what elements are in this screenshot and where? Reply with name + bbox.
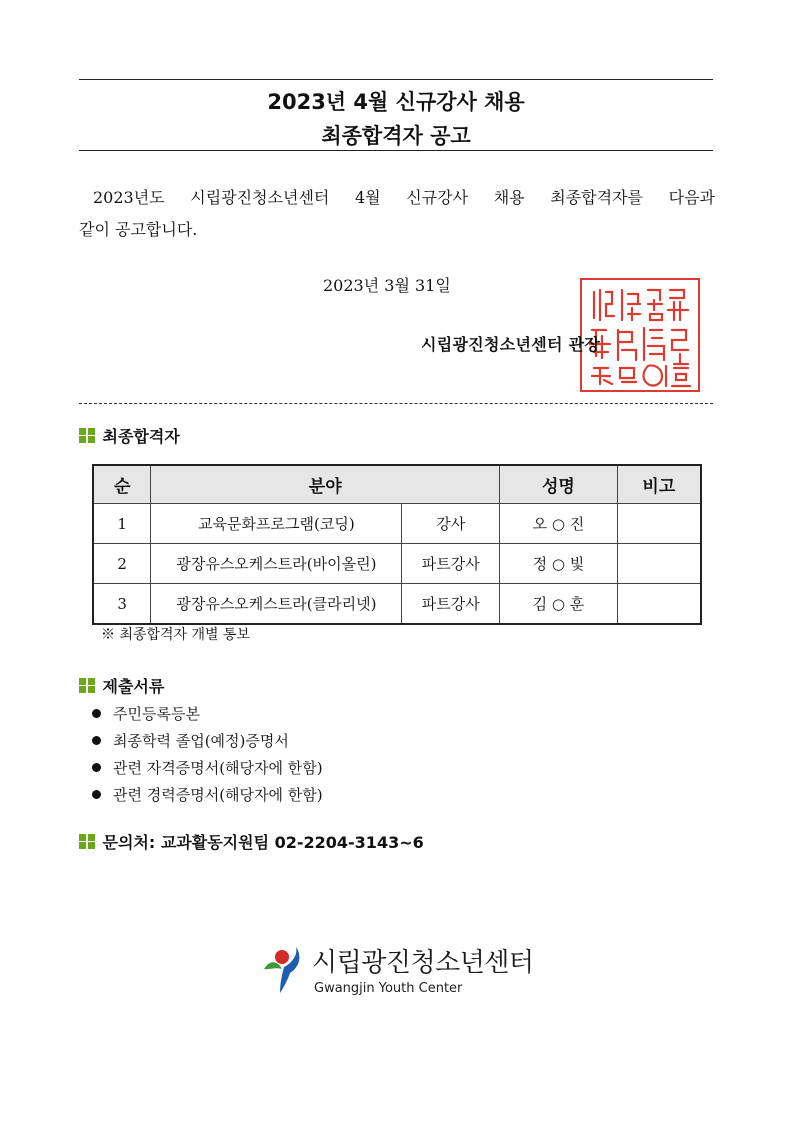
cell-note <box>617 504 701 544</box>
intro-line1: 2023년도 시립광진청소년센터 4월 신규강사 채용 최종합격자를 다음과 <box>93 188 715 207</box>
cell-name: 정 ○ 빛 <box>500 544 618 584</box>
header-no: 순 <box>93 465 151 504</box>
green-squares-icon <box>79 678 95 694</box>
table-header-row <box>93 465 701 504</box>
center-logo-name: 시립광진청소년센터 <box>312 948 534 978</box>
title-bottom-rule <box>79 150 713 151</box>
center-logo-subtitle: Gwangjin Youth Center <box>314 981 463 996</box>
green-squares-icon <box>79 834 95 850</box>
section-heading-results-label: 최종합격자 <box>102 427 180 446</box>
list-item-text: 주민등록등본 <box>113 705 200 723</box>
section-heading-docs-label: 제출서류 <box>102 677 165 696</box>
section-heading-results <box>79 424 180 447</box>
list-item-text: 관련 자격증명서(해당자에 한함) <box>113 759 323 777</box>
list-item <box>92 781 323 808</box>
cell-program: 광장유스오케스트라(바이올린) <box>151 544 402 584</box>
documents-list <box>92 700 323 808</box>
bullet-icon <box>92 790 101 799</box>
cell-role: 파트강사 <box>402 544 500 584</box>
list-item <box>92 754 323 781</box>
cell-role: 파트강사 <box>402 584 500 625</box>
table-row <box>93 584 701 625</box>
contact-text: 문의처: 교과활동지원팀 02-2204-3143~6 <box>102 833 424 852</box>
list-item <box>92 700 323 727</box>
header-name: 성명 <box>500 465 618 504</box>
section-heading-contact <box>79 830 424 853</box>
center-logo <box>260 942 534 996</box>
cell-program: 광장유스오케스트라(클라리넷) <box>151 584 402 625</box>
page-title-line1: 2023년 4월 신규강사 채용 <box>267 90 525 114</box>
header-note: 비고 <box>617 465 701 504</box>
cell-no: 1 <box>93 504 151 544</box>
list-item-text: 최종학력 졸업(예정)증명서 <box>113 732 289 750</box>
green-squares-icon <box>79 428 95 444</box>
page-title-line2: 최종합격자 공고 <box>321 124 471 148</box>
cell-name: 오 ○ 진 <box>500 504 618 544</box>
cell-no: 3 <box>93 584 151 625</box>
cell-role: 강사 <box>402 504 500 544</box>
bullet-icon <box>92 709 101 718</box>
cell-program: 교육문화프로그램(코딩) <box>151 504 402 544</box>
header-field: 분야 <box>151 465 500 504</box>
intro-line2: 같이 공고합니다. <box>79 220 198 239</box>
bullet-icon <box>92 763 101 772</box>
section-divider <box>79 403 713 404</box>
cell-note <box>617 584 701 625</box>
results-table <box>92 464 702 625</box>
title-top-rule <box>79 79 713 80</box>
list-item <box>92 727 323 754</box>
section-heading-docs <box>79 674 164 697</box>
bullet-icon <box>92 736 101 745</box>
table-row <box>93 544 701 584</box>
cell-note <box>617 544 701 584</box>
results-footnote: ※ 최종합격자 개별 통보 <box>101 627 251 643</box>
signer: 시립광진청소년센터 관장 <box>421 335 601 354</box>
cell-name: 김 ○ 훈 <box>500 584 618 625</box>
list-item-text: 관련 경력증명서(해당자에 한함) <box>113 786 323 804</box>
announcement-date: 2023년 3월 31일 <box>323 276 451 295</box>
center-logo-icon <box>260 943 304 995</box>
table-row <box>93 504 701 544</box>
cell-no: 2 <box>93 544 151 584</box>
